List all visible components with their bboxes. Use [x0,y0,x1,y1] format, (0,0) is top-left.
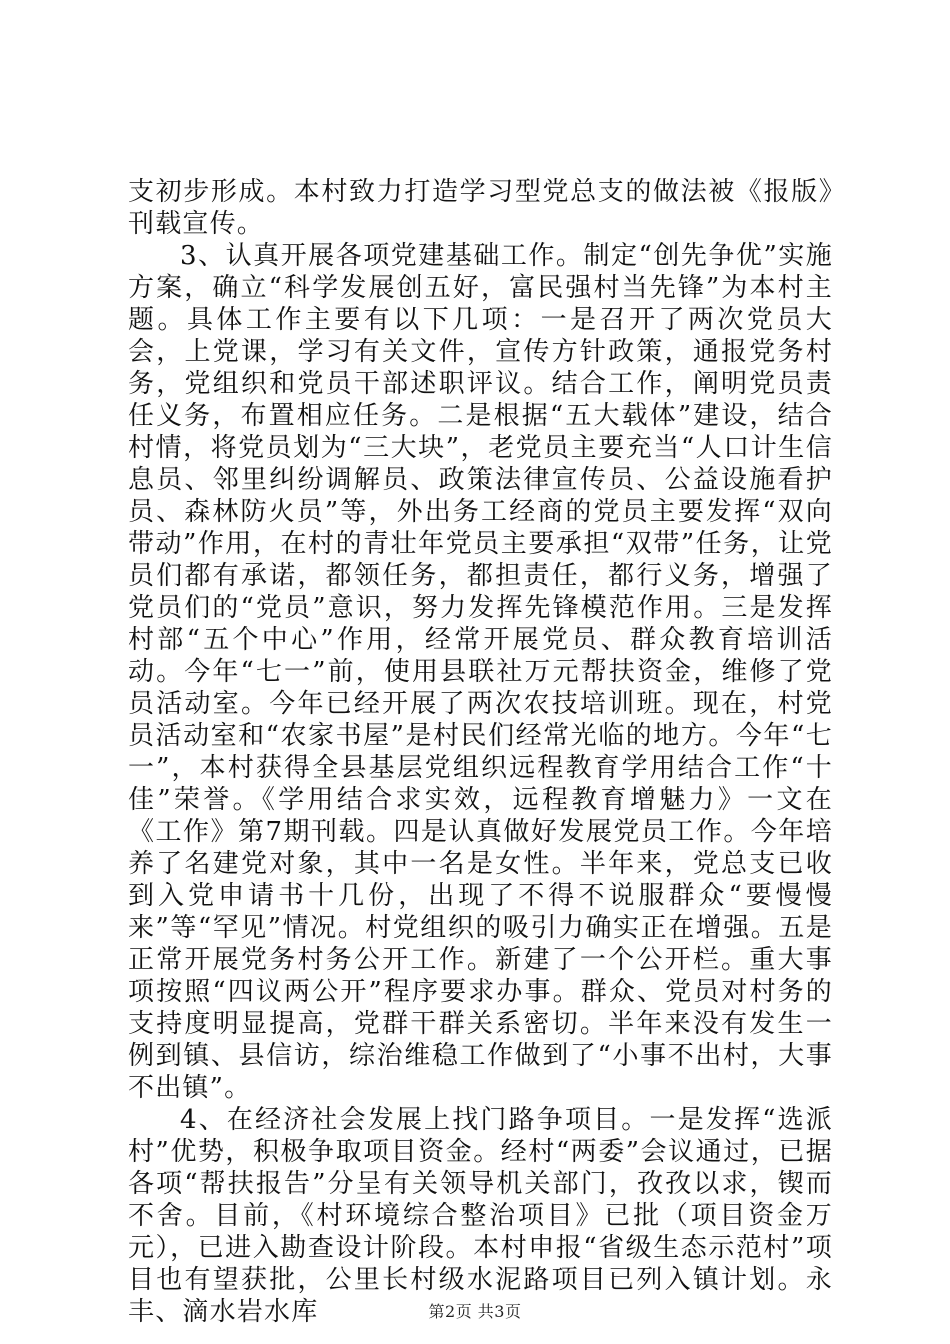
paragraph-section-4: 4、在经济社会发展上找门路争项目。一是发挥“选派村”优势，积极争取项目资金。经村“两委”会议通过，已据各项“帮扶报告”分呈有关领导机关部门，孜孜以求，锲而不舍。目前，《村环境综合整治项目》已批（项目资金万元），已进入勘查设计阶段。本村申报“省级生态示范村”项目也有望获批，公里长村级水泥路项目已列入镇计划。永丰、滴水岩水库 [128,1105,833,1327]
paragraph-section-3: 3、认真开展各项党建基础工作。制定“创先争优”实施方案，确立“科学发展创五好，富民强村当先锋”为本村主题。具体工作主要有以下几项：一是召开了两次党员大会，上党课，学习有关文件，宣传方针政策，通报党务村务，党组织和党员干部述职评议。结合工作，阐明党员责任义务，布置相应任务。二是根据“五大载体”建设，结合村情，将党员划为“三大块”，老党员主要充当“人口计生信息员、邻里纠纷调解员、政策法律宣传员、公益设施看护员、森林防火员”等，外出务工经商的党员主要发挥“双向带动”作用，在村的青壮年党员主要承担“双带”任务，让党员们都有承诺，都领任务，都担责任，都行义务，增强了党员们的“党员”意识，努力发挥先锋模范作用。三是发挥村部“五个中心”作用，经常开展党员、群众教育培训活动。今年“七一”前，使用县联社万元帮扶资金，维修了党员活动室。今年已经开展了两次农技培训班。现在，村党员活动室和“农家书屋”是村民们经常光临的地方。今年“七一”，本村获得全县基层党组织远程教育学用结合工作“十佳”荣誉。《学用结合求实效，远程教育增魅力》一文在《工作》第7期刊载。四是认真做好发展党员工作。今年培养了名建党对象，其中一名是女性。半年来，党总支已收到入党申请书十几份，出现了不得不说服群众“要慢慢来”等“罕见”情况。村党组织的吸引力确实正在增强。五是正常开展党务村务公开工作。新建了一个公开栏。重大事项按照“四议两公开”程序要求办事。群众、党员对村务的支持度明显提高，党群干群关系密切。半年来没有发生一例到镇、县信访，综治维稳工作做到了“小事不出村，大事不出镇”。 [128,241,833,1103]
document-body [128,176,833,1328]
paragraph-continuation: 支初步形成。本村致力打造学习型党总支的做法被《报版》刊载宣传。 [128,177,833,239]
page-number-footer: 第2页 共3页 [428,1302,522,1321]
